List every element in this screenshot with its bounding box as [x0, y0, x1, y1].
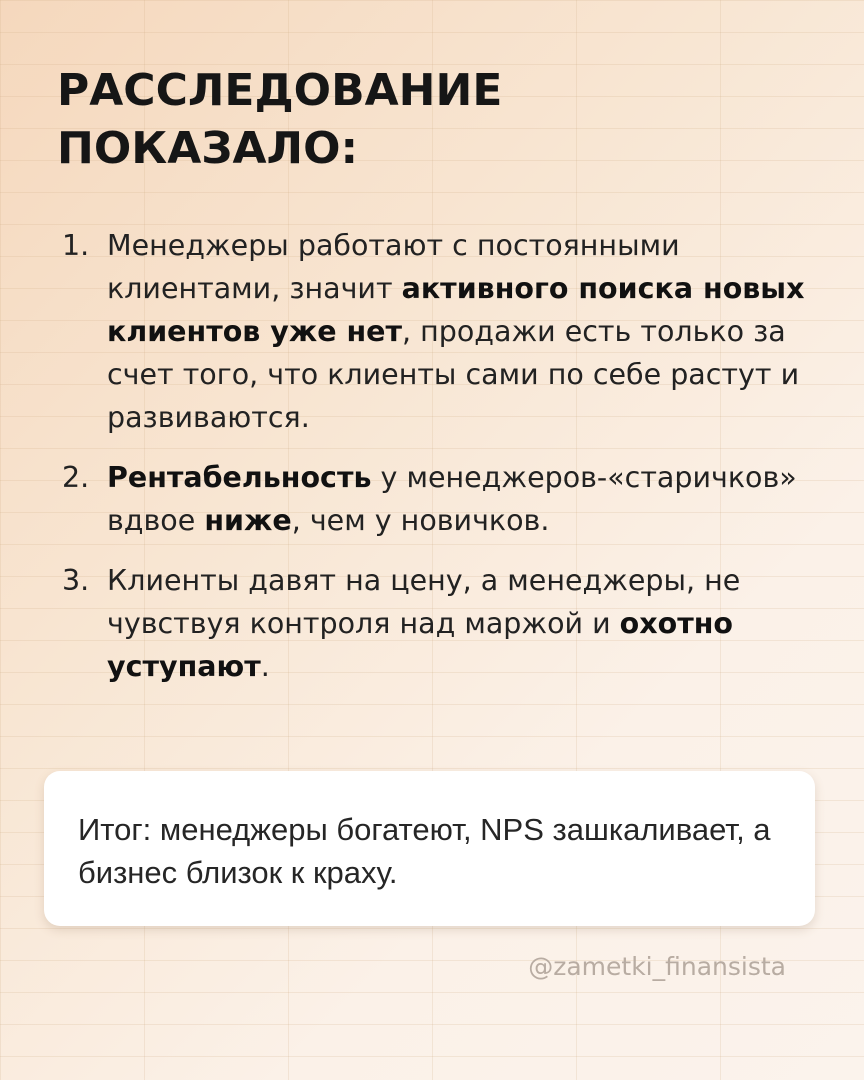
finding-number: 1.: [62, 229, 90, 262]
page-title-line-1: РАССЛЕДОВАНИЕ: [57, 65, 503, 116]
page-title: [57, 62, 502, 178]
finding-text: [107, 456, 817, 542]
finding-text: [107, 224, 817, 439]
finding-text-segment: Менеджеры работают с постоянными клиентами, значит: [107, 229, 680, 305]
finding-text: [107, 559, 817, 688]
finding-item-2: [62, 456, 822, 542]
summary-text: Итог: менеджеры богатеют, NPS зашкаливает, а бизнес близок к краху.: [78, 812, 771, 890]
summary-card: [44, 771, 815, 926]
finding-text-segment: , чем у новичков.: [291, 504, 550, 537]
finding-text-segment: .: [260, 650, 270, 683]
finding-item-3: [62, 559, 822, 688]
author-handle: @zametki_finansista: [528, 952, 786, 981]
page-title-line-2: ПОКАЗАЛО:: [57, 123, 359, 174]
findings-list: [62, 224, 822, 705]
finding-number: 2.: [62, 461, 90, 494]
finding-text-emphasis: охотно уступают: [107, 607, 734, 683]
finding-text-segment: у менеджеров-«старичков» вдвое: [107, 461, 797, 537]
finding-item-1: [62, 224, 822, 439]
finding-text-emphasis: ниже: [204, 504, 292, 537]
finding-number: 3.: [62, 564, 90, 597]
finding-text-segment: , продажи есть только за счет того, что клиенты сами по себе растут и развиваются.: [107, 315, 800, 434]
finding-text-emphasis: активного поиска новых клиентов уже нет: [107, 272, 805, 348]
finding-text-emphasis: Рентабельность: [107, 461, 372, 494]
finding-text-segment: Клиенты давят на цену, а менеджеры, не чувствуя контроля над маржой и: [107, 564, 741, 640]
